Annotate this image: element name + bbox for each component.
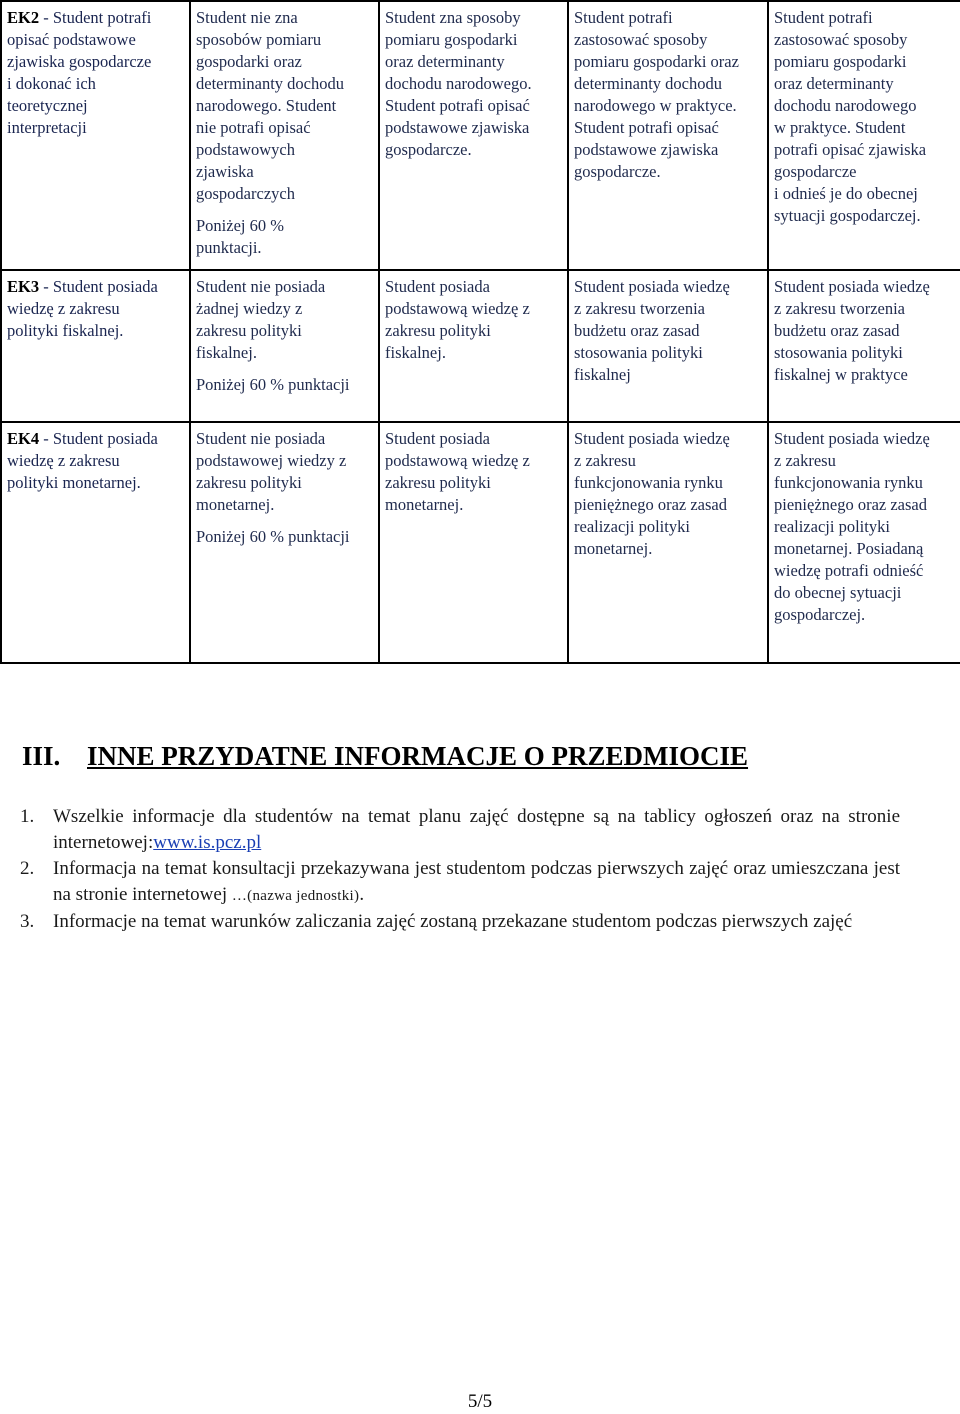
info-list [20, 804, 900, 935]
cell-text-line: zjawiska [196, 162, 254, 181]
cell-text-line: Student potrafi [774, 8, 873, 27]
cell-text-line: zakresu polityki [385, 473, 491, 492]
cell-text-line: stosowania polityki [574, 343, 703, 362]
cell-text-line: monetarnej. [574, 539, 653, 558]
cell-text-line: gospodarczych [196, 184, 295, 203]
grade-5-cell [768, 1, 960, 270]
cell-text-line: budżetu oraz zasad [574, 321, 700, 340]
threshold-note: punktacji. [196, 238, 262, 257]
cell-text-line: Student posiada [385, 277, 490, 296]
cell-spacer [196, 516, 374, 526]
cell-text-line: Student posiada wiedzę [774, 277, 930, 296]
section-heading [22, 741, 748, 772]
cell-spacer [196, 205, 374, 215]
cell-text-line: gospodarki oraz [196, 52, 302, 71]
effect-code: EK3 [7, 277, 40, 296]
cell-text-line: podstawowe zjawiska [574, 140, 719, 159]
cell-text-line: pomiaru gospodarki [385, 30, 518, 49]
grade-2-cell [190, 1, 379, 270]
list-item-number: 1. [20, 806, 35, 827]
list-item-text: Wszelkie informacje dla studentów na temat planu zajęć dostępne są na tablicy ogłoszeń oraz na stronie internetowej: [53, 806, 900, 853]
cell-text-line: narodowego. Student [196, 96, 337, 115]
effect-code: EK2 [7, 8, 40, 27]
cell-text-line: fiskalnej [574, 365, 631, 384]
grade-3-cell [379, 1, 568, 270]
list-item-text: Informacja na temat konsultacji przekazywana jest studentom podczas pierwszych zajęć oraz umieszczana jest na stronie internetowej [53, 858, 900, 905]
cell-text-line: - Student posiada [43, 429, 158, 448]
cell-text-line: w praktyce. Student [774, 118, 906, 137]
table-body [1, 1, 960, 663]
cell-text-line: nie potrafi opisać [196, 118, 311, 137]
cell-text-line: i dokonać ich [7, 74, 96, 93]
effect-code: EK4 [7, 429, 40, 448]
cell-text-line: podstawową wiedzę z [385, 299, 530, 318]
cell-text-line: podstawowej wiedzy z [196, 451, 347, 470]
cell-text-line: zastosować sposoby [774, 30, 908, 49]
cell-text-line: podstawowych [196, 140, 295, 159]
cell-spacer [196, 364, 374, 374]
list-item-number: 3. [20, 911, 35, 932]
cell-text-line: pomiaru gospodarki [774, 52, 907, 71]
cell-text-line: determinanty dochodu [196, 74, 345, 93]
cell-text-line: narodowego w praktyce. [574, 96, 737, 115]
cell-text-line: zjawiska gospodarcze [7, 52, 152, 71]
page-number: 5/5 [467, 1391, 493, 1412]
list-item [20, 856, 900, 909]
learning-outcomes-table [0, 0, 960, 664]
grade-4-cell [568, 270, 768, 422]
cell-text-line: realizacji polityki [574, 517, 690, 536]
unit-name-placeholder: …(nazwa jednostki) [231, 888, 360, 904]
cell-text-line: stosowania polityki [774, 343, 903, 362]
cell-text-line: do obecnej sytuacji [774, 583, 902, 602]
cell-text-line: podstawowe zjawiska [385, 118, 530, 137]
cell-text-line: Student zna sposoby [385, 8, 521, 27]
list-item [20, 909, 900, 935]
website-link[interactable]: www.is.pcz.pl [153, 832, 262, 853]
grade-5-cell [768, 270, 960, 422]
cell-text-line: Student nie zna [196, 8, 298, 27]
effect-cell [1, 422, 190, 663]
cell-text-line: zastosować sposoby [574, 30, 708, 49]
cell-text-line: funkcjonowania rynku [774, 473, 923, 492]
grade-5-cell [768, 422, 960, 663]
cell-text-line: budżetu oraz zasad [774, 321, 900, 340]
cell-text-line: i odnieś je do obecnej [774, 184, 918, 203]
cell-text-line: - Student posiada [43, 277, 158, 296]
cell-text-line: monetarnej. Posiadaną [774, 539, 924, 558]
cell-text-line: dochodu narodowego. [385, 74, 532, 93]
cell-text-line: Student potrafi opisać [385, 96, 530, 115]
cell-text-line: z zakresu [574, 451, 636, 470]
cell-text-line: oraz determinanty [385, 52, 505, 71]
cell-text-line: interpretacji [7, 118, 87, 137]
effect-cell [1, 270, 190, 422]
cell-text-line: Student posiada [385, 429, 490, 448]
cell-text-line: z zakresu [774, 451, 836, 470]
cell-text-line: Student posiada wiedzę [574, 429, 730, 448]
cell-text-line: opisać podstawowe [7, 30, 136, 49]
cell-text-line: zakresu polityki [385, 321, 491, 340]
cell-text-line: sposobów pomiaru [196, 30, 322, 49]
cell-text-line: wiedzę z zakresu [7, 451, 120, 470]
cell-text-line: Student potrafi opisać [574, 118, 719, 137]
table-row [1, 270, 960, 422]
cell-text-line: sytuacji gospodarczej. [774, 206, 921, 225]
cell-text-line: wiedzę potrafi odnieść [774, 561, 924, 580]
cell-text-line: monetarnej. [385, 495, 464, 514]
cell-text-line: fiskalnej w praktyce [774, 365, 908, 384]
grade-2-cell [190, 422, 379, 663]
cell-text-line: teoretycznej [7, 96, 88, 115]
section-title: INNE PRZYDATNE INFORMACJE O PRZEDMIOCIE [87, 741, 749, 771]
cell-text-line: z zakresu tworzenia [574, 299, 706, 318]
cell-text-line: - Student potrafi [43, 8, 152, 27]
cell-text-line: zakresu polityki [196, 473, 302, 492]
cell-text-line: determinanty dochodu [574, 74, 723, 93]
effect-cell [1, 1, 190, 270]
grade-3-cell [379, 270, 568, 422]
cell-text-line: gospodarcze [774, 162, 857, 181]
cell-text-line: żadnej wiedzy z [196, 299, 303, 318]
cell-text-line: polityki monetarnej. [7, 473, 141, 492]
cell-text-line: wiedzę z zakresu [7, 299, 120, 318]
grade-2-cell [190, 270, 379, 422]
cell-text-line: gospodarczej. [774, 605, 866, 624]
cell-text-line: monetarnej. [196, 495, 275, 514]
cell-text-line: funkcjonowania rynku [574, 473, 723, 492]
cell-text-line: z zakresu tworzenia [774, 299, 906, 318]
cell-text-line: fiskalnej. [196, 343, 257, 362]
cell-text-line: potrafi opisać zjawiska [774, 140, 927, 159]
cell-text-line: Student potrafi [574, 8, 673, 27]
cell-text-line: fiskalnej. [385, 343, 446, 362]
cell-text-line: pomiaru gospodarki oraz [574, 52, 739, 71]
list-item-end: . [359, 884, 365, 905]
list-item [20, 804, 900, 856]
cell-text-line: polityki fiskalnej. [7, 321, 124, 340]
cell-text-line: oraz determinanty [774, 74, 894, 93]
table-row [1, 422, 960, 663]
cell-text-line: Student nie posiada [196, 277, 326, 296]
threshold-note: Poniżej 60 % punktacji [196, 375, 350, 394]
grade-3-cell [379, 422, 568, 663]
grade-4-cell [568, 422, 768, 663]
threshold-note: Poniżej 60 % punktacji [196, 527, 350, 546]
cell-text-line: zakresu polityki [196, 321, 302, 340]
cell-text-line: Student posiada wiedzę [574, 277, 730, 296]
cell-text-line: pieniężnego oraz zasad [574, 495, 727, 514]
cell-text-line: pieniężnego oraz zasad [774, 495, 927, 514]
cell-text-line: Student nie posiada [196, 429, 326, 448]
cell-text-line: gospodarcze. [574, 162, 661, 181]
cell-text-line: podstawową wiedzę z [385, 451, 530, 470]
list-item-number: 2. [20, 858, 35, 879]
cell-text-line: dochodu narodowego [774, 96, 917, 115]
table-row [1, 1, 960, 270]
cell-text-line: realizacji polityki [774, 517, 890, 536]
section-number: III. [22, 741, 61, 771]
cell-text-line: Student posiada wiedzę [774, 429, 930, 448]
cell-text-line: gospodarcze. [385, 140, 472, 159]
threshold-note: Poniżej 60 % [196, 216, 284, 235]
list-item-text: Informacje na temat warunków zaliczania zajęć zostaną przekazane studentom podczas pierwszych zajęć [53, 911, 853, 932]
grade-4-cell [568, 1, 768, 270]
